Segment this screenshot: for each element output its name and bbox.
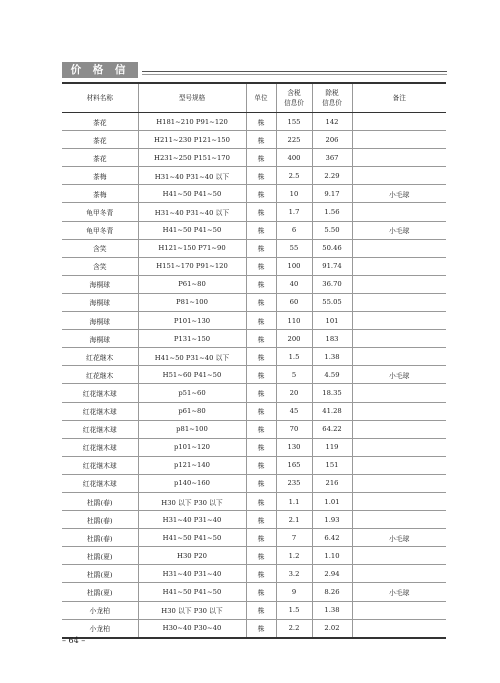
cell-tax-price: 235 [276,474,312,492]
cell-unit: 株 [246,565,276,583]
cell-unit: 株 [246,348,276,366]
cell-notax-price: 4.59 [312,366,352,384]
cell-material-name: 杜鹃(夏) [62,547,138,565]
cell-unit: 株 [246,312,276,330]
cell-note [352,312,446,330]
table-row [62,565,446,583]
cell-material-name: 杜鹃(夏) [62,583,138,601]
cell-notax-price: 216 [312,474,352,492]
page-number: – 64 – [62,636,86,645]
cell-material-name: 含笑 [62,239,138,257]
header-rule [142,71,447,72]
cell-unit: 株 [246,402,276,420]
cell-spec: H211~230 P121~150 [138,131,246,149]
cell-tax-price: 7 [276,529,312,547]
cell-material-name: 海桐球 [62,275,138,293]
cell-spec: H151~170 P91~120 [138,257,246,275]
cell-tax-price: 1.1 [276,492,312,510]
cell-material-name: 红花继木球 [62,420,138,438]
cell-notax-price: 8.26 [312,583,352,601]
cell-spec: H31~40 P31~40 以下 [138,167,246,185]
cell-note [352,565,446,583]
table-row [62,384,446,402]
cell-unit: 株 [246,547,276,565]
cell-tax-price: 1.2 [276,547,312,565]
cell-unit: 株 [246,203,276,221]
cell-material-name: 红花继木球 [62,456,138,474]
cell-tax-price: 200 [276,330,312,348]
cell-notax-price: 1.10 [312,547,352,565]
table-row [62,474,446,492]
cell-material-name: 茶花 [62,113,138,131]
table-row [62,275,446,293]
cell-material-name: 杜鹃(夏) [62,565,138,583]
cell-unit: 株 [246,366,276,384]
cell-material-name: 龟甲冬青 [62,203,138,221]
cell-unit: 株 [246,492,276,510]
cell-unit: 株 [246,601,276,619]
cell-material-name: 茶梅 [62,167,138,185]
cell-unit: 株 [246,583,276,601]
cell-notax-price: 55.05 [312,293,352,311]
table-row [62,203,446,221]
cell-notax-price: 18.35 [312,384,352,402]
header-notax-line1: 除税 [325,89,339,97]
table-row [62,113,446,131]
cell-note [352,275,446,293]
cell-notax-price: 2.94 [312,565,352,583]
table-row [62,131,446,149]
table-row [62,492,446,510]
cell-note [352,149,446,167]
cell-note [352,384,446,402]
section-header [62,62,447,92]
cell-tax-price: 9 [276,583,312,601]
cell-spec: H231~250 P151~170 [138,149,246,167]
cell-tax-price: 110 [276,312,312,330]
cell-note [352,511,446,529]
cell-tax-price: 3.2 [276,565,312,583]
cell-tax-price: 1.7 [276,203,312,221]
cell-spec: H51~60 P41~50 [138,366,246,384]
cell-tax-price: 225 [276,131,312,149]
cell-tax-price: 60 [276,293,312,311]
cell-tax-price: 400 [276,149,312,167]
section-title: 价 格 信 息 [62,62,138,78]
cell-spec: H41~50 P41~50 [138,185,246,203]
cell-tax-price: 45 [276,402,312,420]
cell-note [352,420,446,438]
header-row [62,83,446,113]
cell-notax-price: 119 [312,438,352,456]
cell-material-name: 小龙柏 [62,619,138,638]
cell-notax-price: 183 [312,330,352,348]
cell-material-name: 杜鹃(春) [62,511,138,529]
cell-tax-price: 2.1 [276,511,312,529]
header-tax-line2: 信息价 [284,99,304,107]
cell-note [352,601,446,619]
table-row [62,420,446,438]
cell-unit: 株 [246,474,276,492]
cell-unit: 株 [246,456,276,474]
cell-tax-price: 130 [276,438,312,456]
cell-spec: H30 以下 P30 以下 [138,492,246,510]
cell-note [352,492,446,510]
table-row [62,529,446,547]
cell-note: 小毛球 [352,529,446,547]
cell-tax-price: 155 [276,113,312,131]
cell-unit: 株 [246,239,276,257]
cell-unit: 株 [246,293,276,311]
table-row [62,402,446,420]
cell-tax-price: 5 [276,366,312,384]
cell-unit: 株 [246,511,276,529]
cell-notax-price: 2.29 [312,167,352,185]
cell-tax-price: 6 [276,221,312,239]
table-row [62,619,446,638]
cell-spec: H31~40 P31~40 [138,565,246,583]
table-row [62,312,446,330]
table-row [62,348,446,366]
cell-notax-price: 367 [312,149,352,167]
cell-material-name: 杜鹃(春) [62,529,138,547]
header-unit: 单位 [246,83,276,113]
cell-tax-price: 2.2 [276,619,312,638]
cell-note [352,547,446,565]
header-tax-line1: 含税 [287,89,301,97]
cell-tax-price: 70 [276,420,312,438]
cell-note [352,293,446,311]
cell-spec: p140~160 [138,474,246,492]
cell-unit: 株 [246,221,276,239]
cell-spec: H30 以下 P30 以下 [138,601,246,619]
cell-unit: 株 [246,257,276,275]
cell-spec: H30 P20 [138,547,246,565]
cell-notax-price: 151 [312,456,352,474]
cell-material-name: 龟甲冬青 [62,221,138,239]
cell-note [352,131,446,149]
table-row [62,149,446,167]
cell-material-name: 茶梅 [62,185,138,203]
table-row [62,583,446,601]
cell-spec: p51~60 [138,384,246,402]
cell-material-name: 含笑 [62,257,138,275]
price-table [62,82,446,639]
cell-notax-price: 142 [312,113,352,131]
cell-note [352,456,446,474]
cell-notax-price: 64.22 [312,420,352,438]
cell-note [352,113,446,131]
cell-spec: P131~150 [138,330,246,348]
cell-spec: H121~150 P71~90 [138,239,246,257]
cell-unit: 株 [246,420,276,438]
cell-note [352,474,446,492]
table-row [62,185,446,203]
cell-unit: 株 [246,275,276,293]
cell-note [352,438,446,456]
table-row [62,167,446,185]
cell-spec: H41~50 P31~40 以下 [138,348,246,366]
cell-spec: P61~80 [138,275,246,293]
cell-tax-price: 165 [276,456,312,474]
cell-material-name: 茶花 [62,149,138,167]
cell-spec: P81~100 [138,293,246,311]
cell-unit: 株 [246,149,276,167]
table-row [62,366,446,384]
cell-spec: p61~80 [138,402,246,420]
cell-spec: H41~50 P41~50 [138,221,246,239]
header-tax-price [276,83,312,113]
cell-notax-price: 5.50 [312,221,352,239]
table-row [62,511,446,529]
table-row [62,221,446,239]
table-row [62,547,446,565]
cell-notax-price: 91.74 [312,257,352,275]
cell-material-name: 海桐球 [62,293,138,311]
cell-tax-price: 20 [276,384,312,402]
cell-note: 小毛球 [352,583,446,601]
cell-spec: H41~50 P41~50 [138,529,246,547]
cell-spec: p101~120 [138,438,246,456]
cell-material-name: 红花继木球 [62,402,138,420]
cell-tax-price: 100 [276,257,312,275]
table-row [62,330,446,348]
cell-material-name: 红花继木球 [62,384,138,402]
cell-note [352,402,446,420]
cell-spec: H31~40 P31~40 [138,511,246,529]
cell-spec: H31~40 P31~40 以下 [138,203,246,221]
header-rule-thin [142,74,447,75]
table-row [62,239,446,257]
cell-notax-price: 1.93 [312,511,352,529]
cell-notax-price: 9.17 [312,185,352,203]
cell-material-name: 杜鹃(春) [62,492,138,510]
table-row [62,601,446,619]
cell-spec: H41~50 P41~50 [138,583,246,601]
cell-tax-price: 55 [276,239,312,257]
cell-material-name: 海桐球 [62,312,138,330]
cell-material-name: 红花继木球 [62,474,138,492]
cell-notax-price: 206 [312,131,352,149]
cell-tax-price: 40 [276,275,312,293]
header-material-name: 材料名称 [62,83,138,113]
cell-notax-price: 1.38 [312,348,352,366]
cell-tax-price: 1.5 [276,601,312,619]
cell-material-name: 海桐球 [62,330,138,348]
cell-note [352,239,446,257]
cell-note [352,330,446,348]
cell-notax-price: 1.01 [312,492,352,510]
cell-tax-price: 1.5 [276,348,312,366]
cell-note: 小毛球 [352,221,446,239]
cell-spec: P101~130 [138,312,246,330]
header-notax-price [312,83,352,113]
cell-unit: 株 [246,330,276,348]
cell-note [352,619,446,638]
cell-note [352,167,446,185]
cell-notax-price: 6.42 [312,529,352,547]
cell-note [352,257,446,275]
cell-unit: 株 [246,131,276,149]
cell-spec: p121~140 [138,456,246,474]
cell-notax-price: 101 [312,312,352,330]
cell-unit: 株 [246,113,276,131]
header-note: 备注 [352,83,446,113]
cell-unit: 株 [246,529,276,547]
cell-spec: H181~210 P91~120 [138,113,246,131]
cell-notax-price: 1.38 [312,601,352,619]
cell-note [352,348,446,366]
cell-notax-price: 1.56 [312,203,352,221]
cell-spec: H30~40 P30~40 [138,619,246,638]
cell-notax-price: 50.46 [312,239,352,257]
cell-spec: p81~100 [138,420,246,438]
cell-unit: 株 [246,438,276,456]
table-row [62,257,446,275]
cell-note: 小毛球 [352,185,446,203]
cell-unit: 株 [246,619,276,638]
cell-unit: 株 [246,167,276,185]
cell-notax-price: 2.02 [312,619,352,638]
cell-note [352,203,446,221]
cell-material-name: 红花继木球 [62,438,138,456]
cell-unit: 株 [246,185,276,203]
cell-tax-price: 2.5 [276,167,312,185]
cell-unit: 株 [246,384,276,402]
cell-material-name: 茶花 [62,131,138,149]
cell-material-name: 红花继木 [62,348,138,366]
cell-tax-price: 10 [276,185,312,203]
table-header [62,83,446,113]
cell-material-name: 小龙柏 [62,601,138,619]
cell-material-name: 红花继木 [62,366,138,384]
table-body [62,113,446,638]
table-row [62,456,446,474]
header-notax-line2: 信息价 [322,99,342,107]
cell-notax-price: 41.28 [312,402,352,420]
table-row [62,293,446,311]
cell-note: 小毛球 [352,366,446,384]
header-spec: 型号规格 [138,83,246,113]
table-row [62,438,446,456]
cell-notax-price: 36.70 [312,275,352,293]
